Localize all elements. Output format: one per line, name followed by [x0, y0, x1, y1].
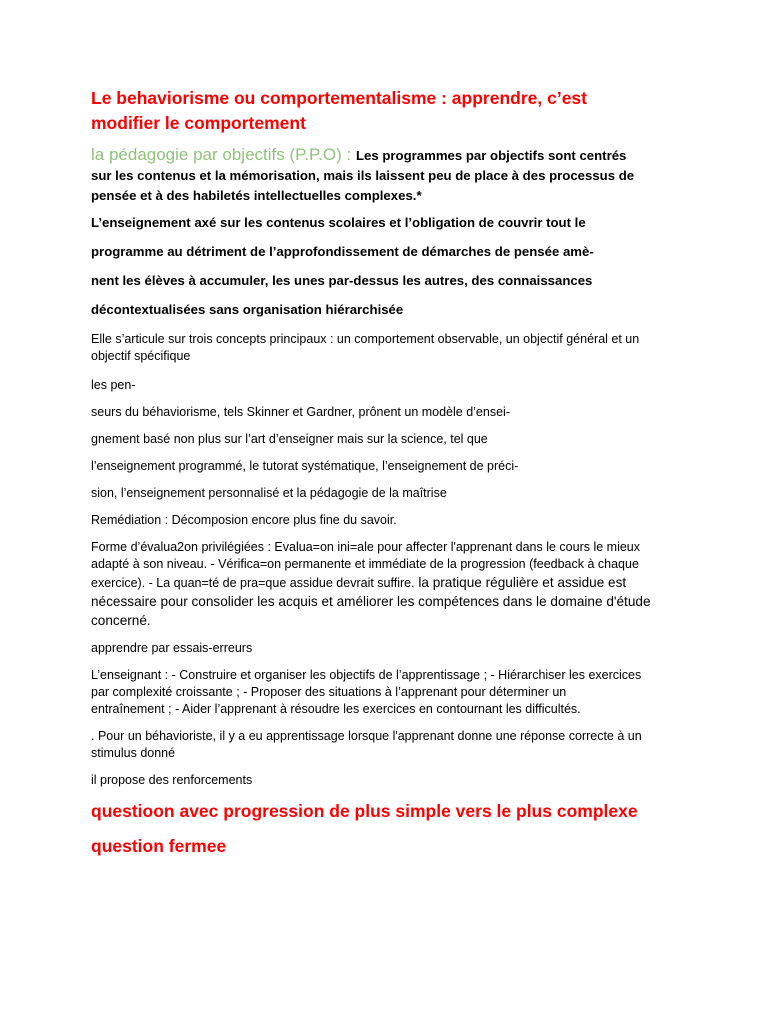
- forme-line-1: Forme d’évalua2on privilégiées : Evalua=on ini=ale pour affecter l'apprenant dans le cours le mieux: [91, 540, 641, 554]
- document-page: [91, 86, 681, 859]
- forme-line-3b: la pratique régulière et assidue est: [414, 575, 627, 590]
- forme-line-3: [91, 573, 681, 592]
- concepts-paragraph: [91, 331, 681, 365]
- bold-line-1: L’enseignement axé sur les contenus scolaires et l’obligation de couvrir tout le: [91, 215, 586, 230]
- enseignant-line-2: par complexité croissante ; - Proposer des situations à l’apprenant pour déterminer un: [91, 685, 567, 699]
- ppo-text-1: Les programmes par objectifs sont centrés: [355, 148, 627, 163]
- document-title: [91, 86, 681, 136]
- ppo-label: la pédagogie par objectifs (P.P.O) :: [91, 145, 356, 164]
- ppo-text-3: pensée et à des habiletés intellectuelles complexes.*: [91, 188, 422, 203]
- title-line-1: Le behaviorisme ou comportementalisme : apprendre, c’est: [91, 88, 587, 108]
- bold-line-3: nent les élèves à accumuler, les unes par-dessus les autres, des connaissances: [91, 273, 593, 288]
- ppo-paragraph: [91, 144, 681, 206]
- enseignant-line-1: L’enseignant : - Construire et organiser les objectifs de l’apprentissage ; - Hiérarchiser les exercices: [91, 668, 642, 682]
- concepts-line-2: objectif spécifique: [91, 349, 191, 363]
- title-line-2: modifier le comportement: [91, 113, 306, 133]
- renforcements-line: il propose des renforcements: [91, 773, 253, 787]
- concepts-line-1: Elle s’articule sur trois concepts principaux : un comportement observable, un objectif général et un: [91, 332, 640, 346]
- question-heading-1: questioon avec progression de plus simple vers le plus complexe: [91, 801, 638, 821]
- remediation-line: Remédiation : Décomposion encore plus fine du savoir.: [91, 513, 397, 527]
- enseignant-line-3: entraînement ; - Aider l’apprenant à résoudre les exercices en contournant les difficultés.: [91, 702, 581, 716]
- penseurs-paragraph: [91, 377, 681, 502]
- penseurs-line-2: seurs du béhaviorisme, tels Skinner et Gardner, prônent un modèle d’ensei-: [91, 405, 510, 419]
- behavioriste-line-2: stimulus donné: [91, 746, 176, 760]
- penseurs-line-4: l’enseignement programmé, le tutorat systématique, l’enseignement de préci-: [91, 459, 519, 473]
- forme-line-4: nécessaire pour consolider les acquis et améliorer les compétences dans le domaine d'étude: [91, 594, 651, 609]
- forme-line-3a: exercice). - La quan=té de pra=que assidue devrait suffire.: [91, 576, 415, 590]
- forme-line-2: adapté à son niveau. - Vérifica=on permanente et immédiate de la progression (feedback à chaque: [91, 557, 639, 571]
- behavioriste-line-1: . Pour un béhavioriste, il y a eu apprentissage lorsque l'apprenant donne une réponse correcte à un: [91, 729, 642, 743]
- bold-line-4: décontextualisées sans organisation hiérarchisée: [91, 302, 404, 317]
- ppo-text-2: sur les contenus et la mémorisation, mais ils laissent peu de place à des processus de: [91, 168, 635, 183]
- penseurs-line-5: sion, l’enseignement personnalisé et la pédagogie de la maîtrise: [91, 486, 447, 500]
- question-heading-2: question fermee: [91, 836, 227, 856]
- penseurs-line-1: les pen-: [91, 378, 136, 392]
- enseignant-paragraph: [91, 667, 681, 718]
- bold-line-2: programme au détriment de l’approfondissement de démarches de pensée amè-: [91, 244, 594, 259]
- enseignement-paragraph: [91, 214, 681, 319]
- penseurs-line-3: gnement basé non plus sur l’art d’enseigner mais sur la science, tel que: [91, 432, 488, 446]
- forme-paragraph: [91, 539, 681, 630]
- behavioriste-paragraph: [91, 728, 681, 762]
- essais-line: apprendre par essais-erreurs: [91, 641, 253, 655]
- forme-line-5: concerné.: [91, 613, 151, 628]
